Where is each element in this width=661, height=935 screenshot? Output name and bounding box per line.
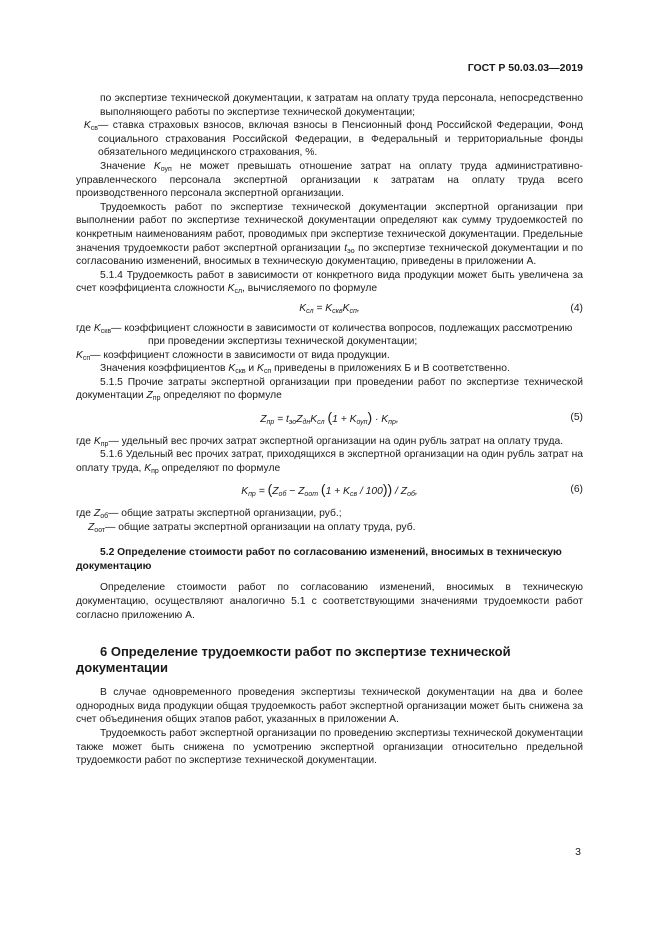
paragraph-koup: Значение $K_{оуп}$ не может превышать отношение затрат на оплату труда административно-управленческого персонала экспертной организации к затратам на оплату труда всего производственного персонала экспертной организации. xyxy=(76,160,583,200)
formula-4-expression: $K_{сл} = K_{скв}K_{сп}$, xyxy=(299,302,360,315)
definition-kskv: где $K_{скв}$ — коэффициент сложности в зависимости от количества вопросов, подлежащих рассмотрению xyxy=(76,322,573,335)
paragraph-5-1-6: 5.1.6 Удельный вес прочих затрат, приходящихся в экспертной организации на один рубль затрат на оплату труда, $K_{пр}$ определяют по формуле xyxy=(76,449,583,475)
formula-6 xyxy=(76,483,583,499)
document-code: ГОСТ Р 50.03.03—2019 xyxy=(467,62,583,74)
definition-kskv-continuation: при проведении экспертизы технической документации; xyxy=(148,336,418,348)
paragraph-5-2: Определение стоимости работ по согласованию изменений, вносимых в техническую документацию, осуществляют аналогично 5.1 с соответствующими значениями трудоемкости работ согласно приложению А. xyxy=(76,582,583,621)
formula-5-expression: $Z_{пр} = t_{эо}Z_{дн}K_{сл}$ $(1 + K_{оуп}) \cdot K_{пр}$, xyxy=(260,409,399,427)
formula-6-expression: $K_{пр} = (Z_{об} - Z_{оот}$ $(1 + K_{св} / 100)) / Z_{об}$, xyxy=(241,481,418,499)
definition-zob: где $Z_{об}$ — общие затраты экспертной организации, руб.; xyxy=(76,508,342,521)
definition-kpr: где $K_{пр}$ — удельный вес прочих затрат экспертной организации на один рубль затрат на оплату труда. xyxy=(76,435,564,448)
definition-ksp: $K_{сп}$ — коэффициент сложности в зависимости от вида продукции. xyxy=(76,349,390,362)
paragraph-labor: Трудоемкость работ по экспертизе технической документации экспертной организации при выполнении работ по экспертизе технической документации определяют как сумму трудоемкостей по конкретным наименованиям работ, проводимых при экспертизе технической документации. Предельные значения трудоемкости работ экспертной организации $t_{эо}$ по экспертизе технической документации и по согласованию изменений, вносимых в техническую документацию, приведены в приложении А. xyxy=(76,201,583,268)
formula-4-number: (4) xyxy=(570,302,583,314)
paragraph-5-1-4: 5.1.4 Трудоемкость работ в зависимости от конкретного вида продукции может быть увеличена за счет коэффициента сложности $K_{сл}$, вычисляемого по формуле xyxy=(76,269,583,296)
paragraph-6b: Трудоемкость работ экспертной организации по проведению экспертизы технической документации также может быть снижена по усмотрению экспертной организации относительно предельной трудоемкости работ по экспертизе технической документации. xyxy=(76,727,583,767)
paragraph-6a: В случае одновременного проведения экспертизы технической документации на два и более однородных вида продукции общая трудоемкость работ экспертной организации может быть снижена за счет объединения общих этапов работ, указанных в приложении А. xyxy=(76,687,583,726)
paragraph-5-1-5: 5.1.5 Прочие затраты экспертной организации при проведении работ по экспертизе технической документации $Z_{пр}$ определяют по формуле xyxy=(76,376,583,403)
section-5-2-heading: 5.2 Определение стоимости работ по согласованию изменений, вносимых в техническую документацию xyxy=(76,547,562,572)
paragraph-continuation: по экспертизе технической документации, к затратам на оплату труда персонала, непосредственно выполняющего работы по экспертизе технической документации; xyxy=(100,93,583,118)
page-content xyxy=(76,92,583,768)
formula-4 xyxy=(76,302,583,316)
formula-5-number: (5) xyxy=(570,412,583,424)
formula-5 xyxy=(76,411,583,427)
paragraph-coefficients: Значения коэффициентов $K_{скв}$ и $K_{сп}$ приведены в приложениях Б и В соответственно. xyxy=(100,363,510,376)
definition-ksv: $K_{св}$ — ставка страховых взносов, включая взносы в Пенсионный фонд Российской Федерации, Фонд социального страхования Российской Федерации, в Федеральный и территориальные фонды обязательного медицинского страхования, %. xyxy=(83,120,583,159)
page-number: 3 xyxy=(575,846,581,858)
formula-6-number: (6) xyxy=(570,484,583,496)
section-6-heading: 6 Определение трудоемкости работ по экспертизе технической документации xyxy=(76,644,511,676)
definition-zoot: $Z_{оот}$ — общие затраты экспертной организации на оплату труда, руб. xyxy=(88,521,416,534)
